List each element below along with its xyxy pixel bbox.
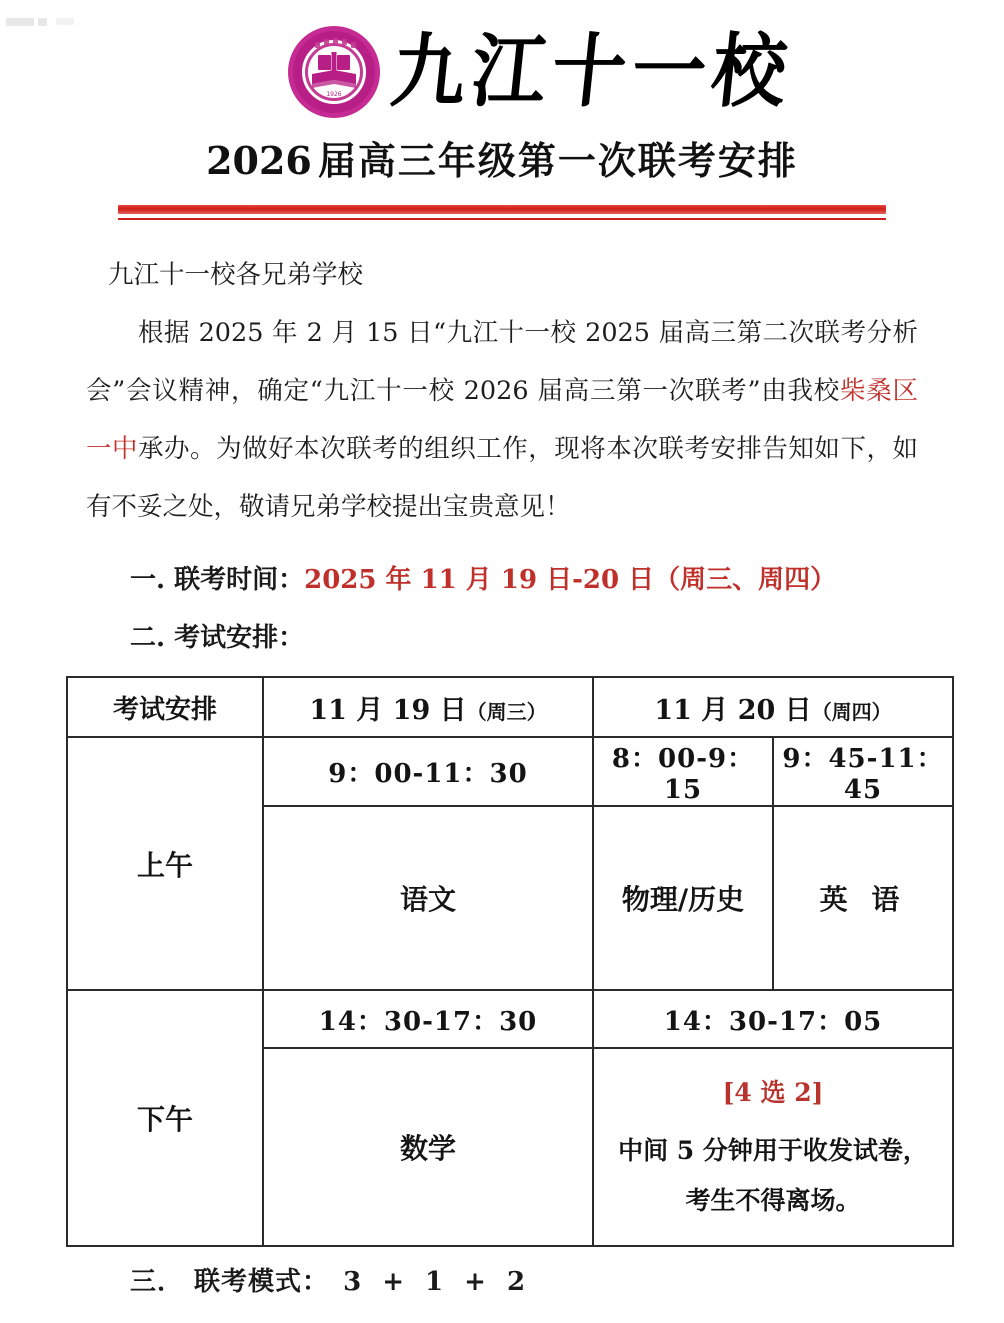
afternoon-day1-subject: 数学 (263, 1048, 593, 1246)
day2-date: 11 月 20 日 (654, 694, 812, 726)
paragraph-lead: 根据 2025 年 2 月 15 日“九江十一校 2025 届高三第二次联考分析会”会议精神，确定“九江十一校 2026 届高三第一次联考”由我校 (86, 318, 918, 406)
section-exam-mode (86, 1261, 918, 1298)
morning-day2-subject-b: 英 语 (773, 806, 953, 990)
document-title-year: 2026 (206, 138, 312, 183)
morning-day1-time: 9：00-11：30 (263, 737, 593, 806)
section-exam-time-label: 一. 联考时间： (130, 565, 305, 595)
session-label-morning: 上午 (67, 737, 263, 990)
document-title (0, 130, 1004, 185)
schedule-table-wrap (0, 676, 1004, 1247)
header-cell-corner: 考试安排 (67, 677, 263, 737)
afternoon-note-line-1: 中间 5 分钟用于收发试卷， (618, 1136, 928, 1165)
school-crest-icon (288, 26, 380, 118)
day1-dow: （周三） (466, 699, 547, 724)
morning-day2-subject-a: 物理/历史 (593, 806, 773, 990)
section-exam-mode-label: 三． 联考模式： (130, 1267, 330, 1297)
letter-body (86, 246, 918, 536)
afternoon-day1-time: 14：30-17：30 (263, 990, 593, 1048)
document-page (0, 18, 1004, 1323)
document-title-text: 届高三年级第一次联考安排 (317, 138, 798, 183)
section-exam-time-value: 2025 年 11 月 19 日-20 日（周三、周四） (304, 565, 837, 595)
session-label-afternoon: 下午 (67, 990, 263, 1246)
main-paragraph (86, 304, 918, 536)
masthead (0, 18, 1004, 126)
morning-day2-time-a: 8：00-9：15 (593, 737, 773, 806)
divider-thin-line (118, 218, 886, 220)
divider-thick-bar (118, 205, 886, 214)
afternoon-day2-time: 14：30-17：05 (593, 990, 953, 1048)
pick-badge: [4 选 2] (722, 1078, 824, 1107)
table-header-row (67, 677, 953, 737)
school-name-calligraphy: 九江十一校 (387, 25, 797, 119)
paragraph-tail: 承办。为做好本次联考的组织工作，现将本次联考安排告知如下，如有不妥之处，敬请兄弟学校提出宝贵意见！ (86, 434, 918, 522)
day1-date: 11 月 19 日 (309, 694, 467, 726)
morning-day1-subject: 语文 (263, 806, 593, 990)
section-exam-time (86, 552, 918, 608)
afternoon-note-line-2: 考生不得离场。 (685, 1186, 861, 1215)
morning-day2-time-b: 9：45-11：45 (773, 737, 953, 806)
day2-dow: （周四） (811, 699, 892, 724)
morning-time-row (67, 737, 953, 806)
salutation: 九江十一校各兄弟学校 (108, 260, 364, 290)
section-exam-mode-value: 3 + 1 + 2 (343, 1267, 532, 1297)
crest-year-text: 1926 (326, 91, 342, 98)
section-schedule-label: 二. 考试安排： (130, 623, 305, 653)
header-divider (118, 205, 886, 220)
schedule-table (66, 676, 954, 1247)
header-cell-day1 (263, 677, 593, 737)
afternoon-time-row (67, 990, 953, 1048)
host-school-highlight: 柴桑区一中 (86, 376, 918, 464)
afternoon-day2-note (593, 1048, 953, 1246)
header-cell-day2 (593, 677, 953, 737)
